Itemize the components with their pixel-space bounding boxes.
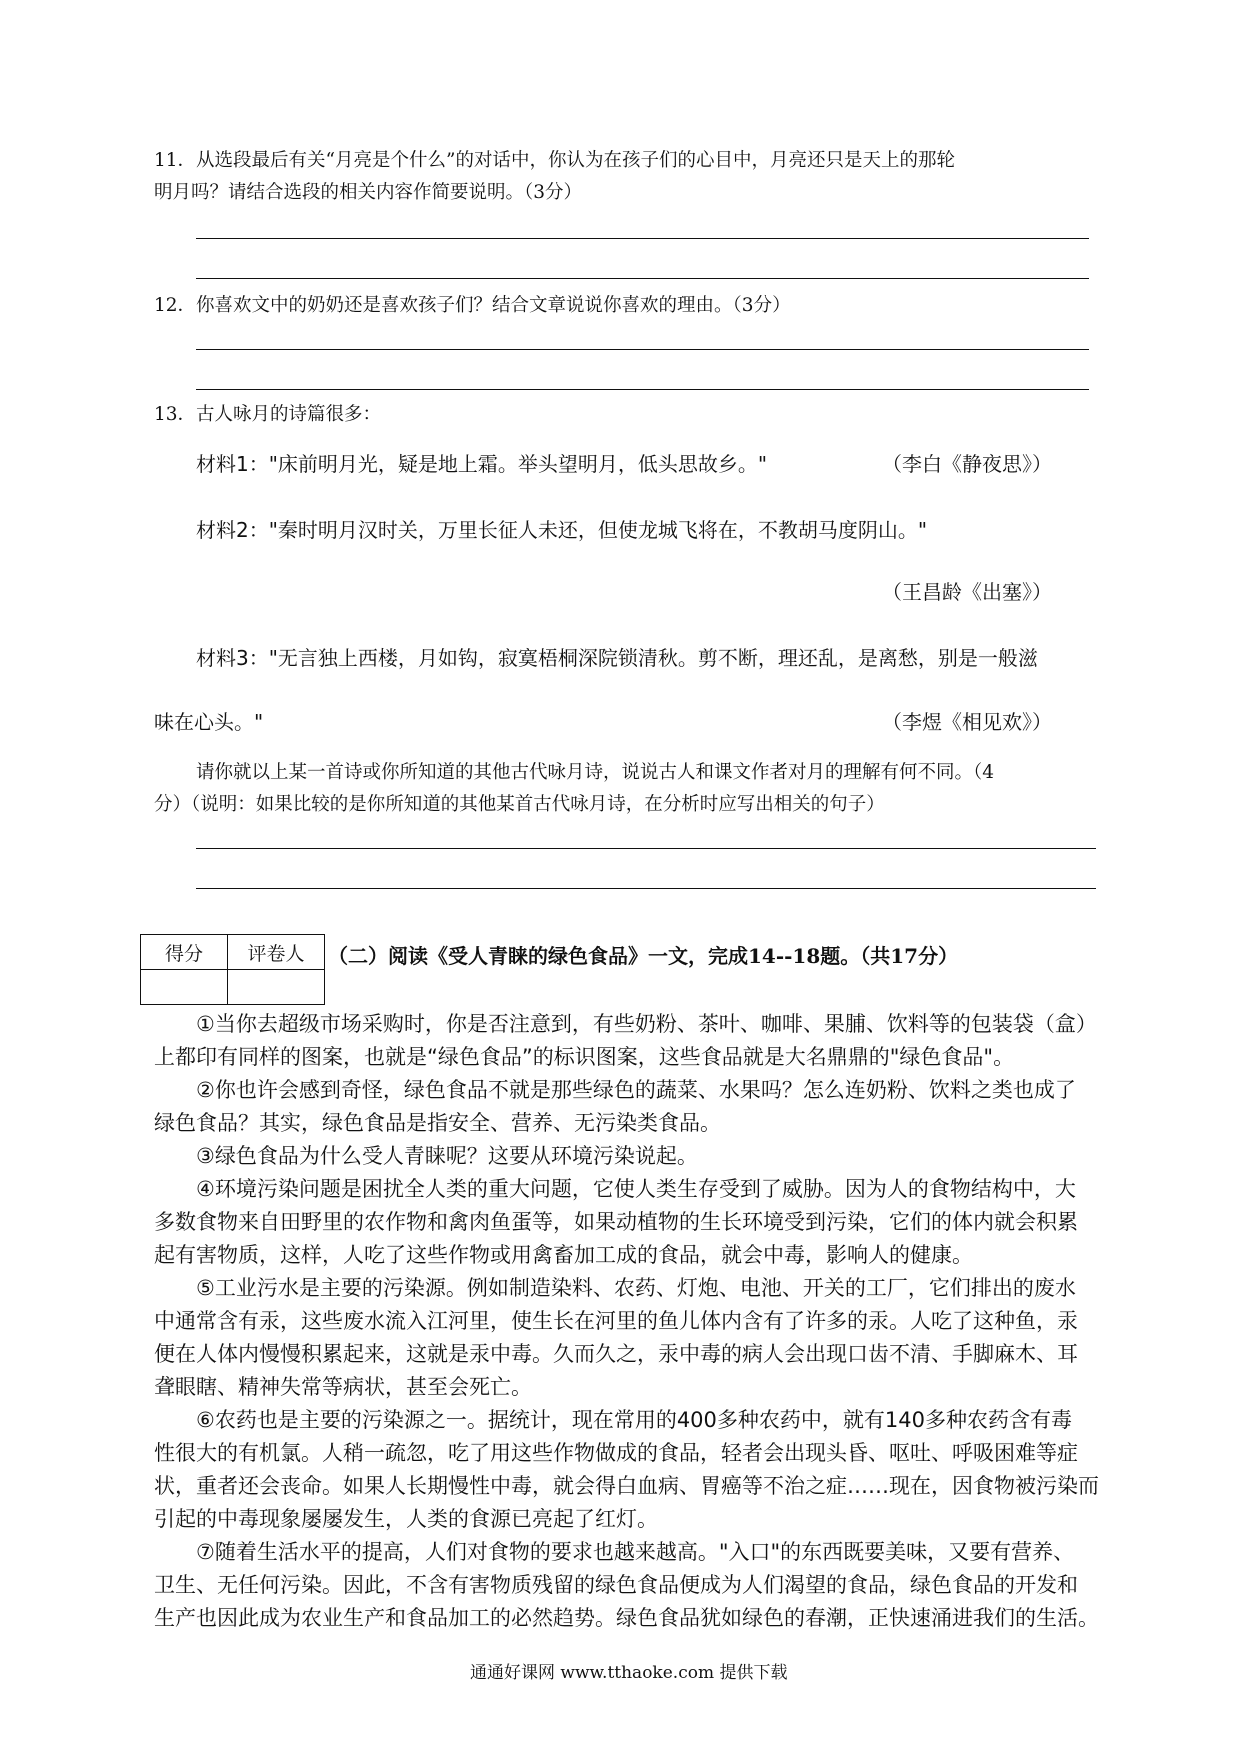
footer: 通通好课网 www.tthaoke.com 提供下载 — [470, 1663, 788, 1683]
material-3-text-line2: 味在心头。" — [154, 710, 264, 734]
passage-line: 绿色食品？其实，绿色食品是指安全、营养、无污染类食品。 — [154, 1111, 721, 1135]
passage-line: 中通常含有汞，这些废水流入江河里，使生长在河里的鱼儿体内含有了许多的汞。人吃了这种鱼，汞 — [154, 1309, 1078, 1333]
passage-line: ③绿色食品为什么受人青睐呢？这要从环境污染说起。 — [196, 1144, 698, 1168]
answer-line-q13-1[interactable] — [196, 848, 1096, 849]
answer-line-q13-2[interactable] — [196, 888, 1096, 889]
passage-line: 状，重者还会丧命。如果人长期慢性中毒，就会得白血病、胃癌等不治之症……现在，因食物被污染而 — [154, 1474, 1099, 1498]
material-3-text-line1: 材料3："无言独上西楼，月如钩，寂寞梧桐深院锁清秋。剪不断，理还乱，是离愁，别是一般滋 — [196, 646, 1038, 670]
grader-cell[interactable] — [228, 970, 325, 1005]
answer-line-q11-2[interactable] — [196, 278, 1089, 279]
passage-line: ④环境污染问题是困扰全人类的重大问题，它使人类生存受到了威胁。因为人的食物结构中，大 — [196, 1177, 1076, 1201]
score-box — [140, 934, 325, 1005]
passage-line: 上都印有同样的图案，也就是“绿色食品”的标识图案，这些食品就是大名鼎鼎的"绿色食品"。 — [154, 1045, 1015, 1069]
passage-line: ①当你去超级市场采购时，你是否注意到，有些奶粉、茶叶、咖啡、果脯、饮料等的包装袋（盒） — [196, 1012, 1097, 1036]
passage-line: ②你也许会感到奇怪，绿色食品不就是那些绿色的蔬菜、水果吗？怎么连奶粉、饮料之类也成了 — [196, 1078, 1076, 1102]
score-cell[interactable] — [141, 970, 228, 1005]
material-3-source: （李煜《相见欢》） — [882, 710, 1052, 734]
q13-intro: 13．古人咏月的诗篇很多： — [154, 404, 382, 425]
material-2-source: （王昌龄《出塞》） — [882, 580, 1052, 604]
q12-line1: 12．你喜欢文中的奶奶还是喜欢孩子们？结合文章说说你喜欢的理由。（3分） — [154, 295, 791, 316]
grader-header: 评卷人 — [228, 935, 325, 970]
passage-line: ⑤工业污水是主要的污染源。例如制造染料、农药、灯炮、电池、开关的工厂，它们排出的废水 — [196, 1276, 1076, 1300]
answer-line-q12-1[interactable] — [196, 349, 1089, 350]
passage-line: 生产也因此成为农业生产和食品加工的必然趋势。绿色食品犹如绿色的春潮，正快速涌进我们的生活。 — [154, 1606, 1099, 1630]
q11-line2: 明月吗？请结合选段的相关内容作简要说明。（3分） — [154, 182, 583, 203]
passage-line: 起有害物质，这样，人吃了这些作物或用禽畜加工成的食品，就会中毒，影响人的健康。 — [154, 1243, 973, 1267]
answer-line-q11-1[interactable] — [196, 238, 1089, 239]
passage-line: 聋眼瞎、精神失常等病状，甚至会死亡。 — [154, 1375, 532, 1399]
passage-line: ⑦随着生活水平的提高，人们对食物的要求也越来越高。"入口"的东西既要美味，又要有营养、 — [196, 1540, 1075, 1564]
q13-ask-line1: 请你就以上某一首诗或你所知道的其他古代咏月诗，说说古人和课文作者对月的理解有何不同。（4 — [196, 762, 995, 783]
material-2-text: 材料2："秦时明月汉时关，万里长征人未还，但使龙城飞将在，不教胡马度阴山。" — [196, 518, 928, 542]
passage-line: 性很大的有机氯。人稍一疏忽，吃了用这些作物做成的食品，轻者会出现头昏、呕吐、呼吸困难等症 — [154, 1441, 1078, 1465]
material-1-source: （李白《静夜思》） — [882, 452, 1052, 476]
answer-line-q12-2[interactable] — [196, 389, 1089, 390]
q13-ask-line2: 分）（说明：如果比较的是你所知道的其他某首古代咏月诗，在分析时应写出相关的句子） — [154, 794, 885, 815]
q11-line1: 11．从选段最后有关“月亮是个什么”的对话中，你认为在孩子们的心目中，月亮还只是天上的那轮 — [154, 150, 955, 171]
passage-line: 卫生、无任何污染。因此，不含有害物质残留的绿色食品便成为人们渴望的食品，绿色食品的开发和 — [154, 1573, 1078, 1597]
material-1-text: 材料1："床前明月光，疑是地上霜。举头望明月，低头思故乡。" — [196, 452, 768, 476]
passage-line: 便在人体内慢慢积累起来，这就是汞中毒。久而久之，汞中毒的病人会出现口齿不清、手脚麻木、耳 — [154, 1342, 1078, 1366]
score-header: 得分 — [141, 935, 228, 970]
passage-line: 引起的中毒现象屡屡发生，人类的食源已亮起了红灯。 — [154, 1507, 658, 1531]
passage-line: ⑥农药也是主要的污染源之一。据统计，现在常用的400多种农药中，就有140多种农药含有毒 — [196, 1408, 1072, 1432]
section-2-heading: （二）阅读《受人青睐的绿色食品》一文，完成14--18题。（共17分） — [328, 944, 959, 968]
passage-line: 多数食物来自田野里的农作物和禽肉鱼蛋等，如果动植物的生长环境受到污染，它们的体内就会积累 — [154, 1210, 1078, 1234]
